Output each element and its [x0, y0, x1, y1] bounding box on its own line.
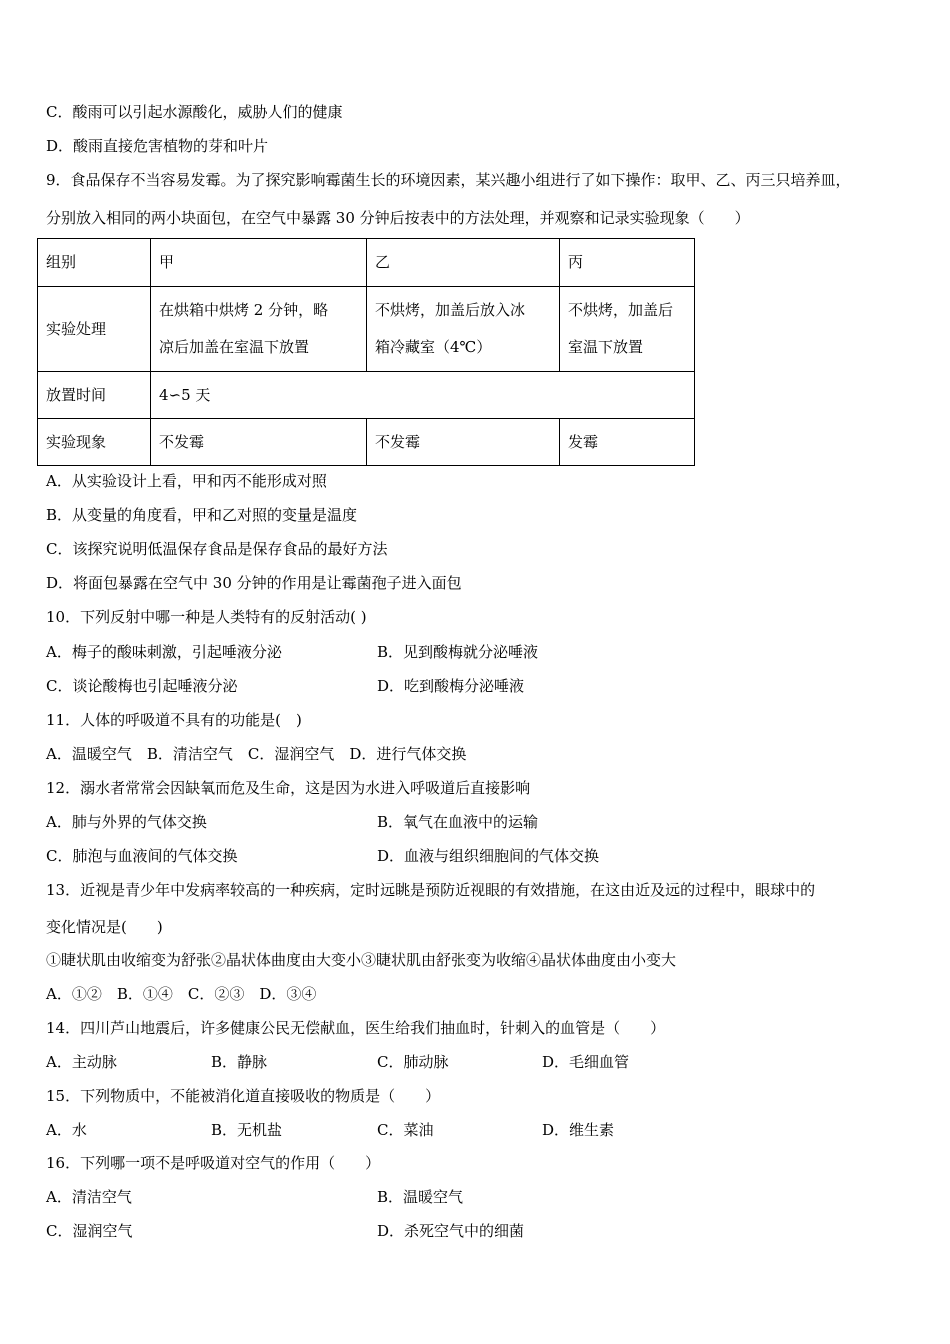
q15-option-c: C．菜油 [377, 1121, 434, 1139]
table-cell: 丙 [560, 239, 695, 287]
q14-option-b: B．静脉 [211, 1053, 268, 1071]
q9-option-c: C．该探究说明低温保存食品是保存食品的最好方法 [46, 540, 388, 558]
q12-option-d: D．血液与组织细胞间的气体交换 [377, 847, 600, 865]
q10-option-c: C．谈论酸梅也引起唾液分泌 [46, 677, 238, 695]
question-14: 14．四川芦山地震后，许多健康公民无偿献血，医生给我们抽血时，针刺入的血管是（ ） [46, 1019, 666, 1037]
table-row [38, 287, 695, 372]
table-row [38, 239, 695, 287]
question-9-line1: 9．食品保存不当容易发霉。为了探究影响霉菌生长的环境因素，某兴趣小组进行了如下操作：取甲、乙、丙三只培养皿， [46, 171, 851, 189]
table-cell [367, 287, 560, 372]
q14-option-d: D．毛细血管 [542, 1053, 630, 1071]
q15-option-a: A．水 [46, 1121, 87, 1139]
option-d-acid-rain: D．酸雨直接危害植物的芽和叶片 [46, 137, 269, 155]
cell-line: 不烘烤，加盖后 [568, 301, 674, 319]
question-13-line2: 变化情况是( ) [46, 918, 163, 936]
q12-option-b: B．氧气在血液中的运输 [377, 813, 539, 831]
cell-line: 在烘箱中烘烤 2 分钟，略 [159, 301, 329, 319]
table-cell: 发霉 [560, 419, 695, 466]
q14-option-c: C．肺动脉 [377, 1053, 449, 1071]
cell-line: 箱冷藏室（4℃） [375, 338, 492, 356]
table-cell [151, 287, 367, 372]
question-9-line2: 分别放入相同的两小块面包，在空气中暴露 30 分钟后按表中的方法处理，并观察和记录实验现象（ ） [46, 209, 750, 227]
question-16: 16．下列哪一项不是呼吸道对空气的作用（ ） [46, 1154, 381, 1172]
q15-option-b: B．无机盐 [211, 1121, 283, 1139]
question-13-line1: 13．近视是青少年中发病率较高的一种疾病，定时远眺是预防近视眼的有效措施，在这由近及远的过程中，眼球中的 [46, 881, 816, 899]
question-10: 10．下列反射中哪一种是人类特有的反射活动( ) [46, 608, 367, 626]
question-12: 12．溺水者常常会因缺氧而危及生命，这是因为水进入呼吸道后直接影响 [46, 779, 531, 797]
q9-option-b: B．从变量的角度看，甲和乙对照的变量是温度 [46, 506, 358, 524]
q10-option-a: A．梅子的酸味刺激，引起唾液分泌 [46, 643, 282, 661]
q16-option-c: C．湿润空气 [46, 1222, 133, 1240]
option-c-acid-rain: C．酸雨可以引起水源酸化，威胁人们的健康 [46, 103, 343, 121]
table-cell: 不发霉 [367, 419, 560, 466]
table-cell [560, 287, 695, 372]
q14-option-a: A．主动脉 [46, 1053, 117, 1071]
table-cell: 4∽5 天 [151, 372, 695, 419]
q16-option-b: B．温暖空气 [377, 1188, 464, 1206]
q12-option-a: A．肺与外界的气体交换 [46, 813, 207, 831]
cell-line: 室温下放置 [568, 338, 644, 356]
q16-option-a: A．清洁空气 [46, 1188, 132, 1206]
table-cell: 甲 [151, 239, 367, 287]
table-row [38, 372, 695, 419]
experiment-table [37, 238, 695, 466]
table-cell: 乙 [367, 239, 560, 287]
table-cell: 实验处理 [38, 287, 151, 372]
table-cell: 不发霉 [151, 419, 367, 466]
q9-option-a: A．从实验设计上看，甲和丙不能形成对照 [46, 472, 327, 490]
q15-option-d: D．维生素 [542, 1121, 615, 1139]
table-cell: 实验现象 [38, 419, 151, 466]
table-cell: 组别 [38, 239, 151, 287]
table-row [38, 419, 695, 466]
question-15: 15．下列物质中，不能被消化道直接吸收的物质是（ ） [46, 1087, 441, 1105]
q10-option-d: D．吃到酸梅分泌唾液 [377, 677, 525, 695]
q10-option-b: B．见到酸梅就分泌唾液 [377, 643, 539, 661]
cell-line: 凉后加盖在室温下放置 [159, 338, 310, 356]
q9-option-d: D．将面包暴露在空气中 30 分钟的作用是让霉菌孢子进入面包 [46, 574, 462, 592]
question-11: 11．人体的呼吸道不具有的功能是( ) [46, 711, 302, 729]
cell-line: 不烘烤，加盖后放入冰 [375, 301, 526, 319]
q13-options: A．①② B．①④ C．②③ D．③④ [46, 985, 317, 1003]
table-cell: 放置时间 [38, 372, 151, 419]
q13-statements: ①睫状肌由收缩变为舒张②晶状体曲度由大变小③睫状肌由舒张变为收缩④晶状体曲度由小变大 [46, 951, 677, 969]
q11-options: A．温暖空气 B．清洁空气 C．湿润空气 D．进行气体交换 [46, 745, 467, 763]
q16-option-d: D．杀死空气中的细菌 [377, 1222, 525, 1240]
q12-option-c: C．肺泡与血液间的气体交换 [46, 847, 238, 865]
